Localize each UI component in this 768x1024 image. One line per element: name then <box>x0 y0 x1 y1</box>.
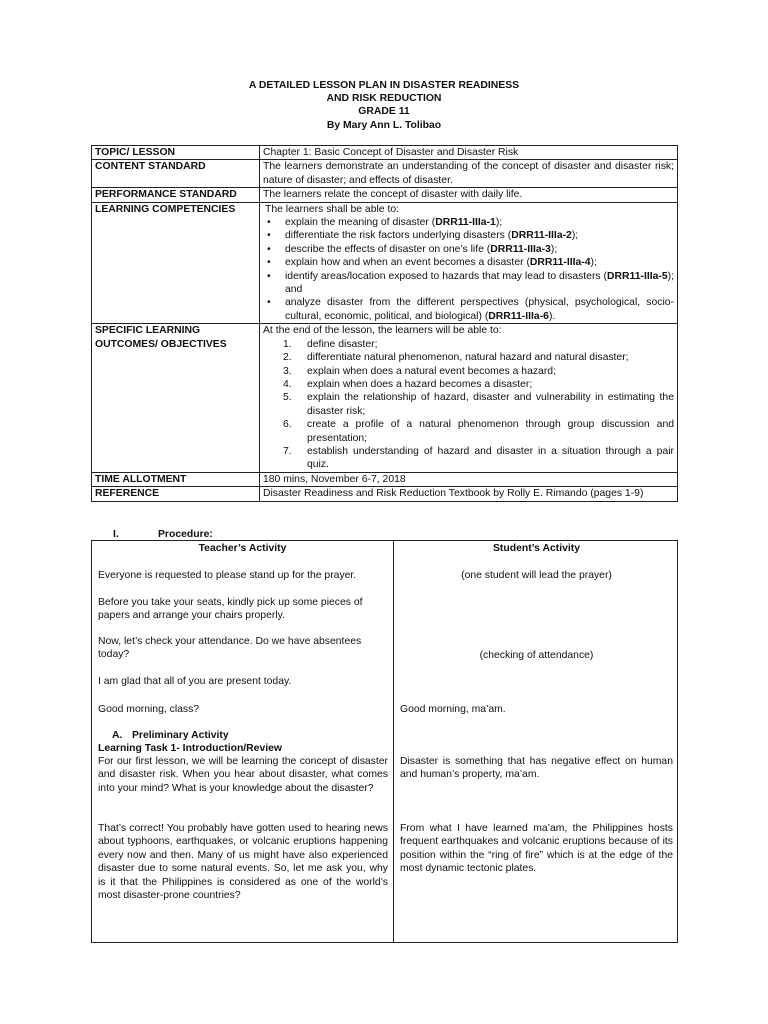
learning-task-text: For our first lesson, we will be learning the concept of disaster and disaster risk. When you hear about disaster, what comes into your mind? What is your knowledge about the disaster? <box>98 756 388 794</box>
procedure-table <box>91 540 678 943</box>
reference-value: Disaster Readiness and Risk Reduction Textbook by Rolly E. Rimando (pages 1-9) <box>260 487 678 501</box>
lesson-info-table <box>91 145 678 502</box>
table-row <box>92 202 678 324</box>
list-item: • describe the effects of disaster on one’s life (DRR11-IIIa-3); <box>263 243 674 256</box>
list-item: • differentiate the risk factors underlying disasters (DRR11-IIIa-2); <box>263 229 674 242</box>
list-item: • identify areas/location exposed to hazards that may lead to disasters (DRR11-IIIa-5); and <box>263 270 674 297</box>
time-allotment-value: 180 mins, November 6-7, 2018 <box>260 472 678 486</box>
competency-code: DRR11-IIIa-6 <box>488 310 549 322</box>
learning-competencies-label: LEARNING COMPETENCIES <box>92 202 260 324</box>
author-line: By Mary Ann L. Tolibao <box>326 119 442 131</box>
student-philippines-answer: From what I have learned ma’am, the Philippines hosts frequent earthquakes and volcanic eruptions because of its position within the “ring of fire” which is at the edge of the most dynamic tectonic plates. <box>400 823 673 875</box>
competency-code: DRR11-IIIa-5 <box>607 270 668 282</box>
teacher-philippines-question: That’s correct! You probably have gotten used to hearing news about typhoons, earthquakes, or volcanic eruptions happening every now and then. Many of us might have also experienced disaster due to some natural events. So, let me ask you, why is it that the Philippines is considered as one of the world’s most disaster-prone countries? <box>98 823 388 902</box>
student-attendance: (checking of attendance) <box>479 650 594 661</box>
student-activity-header: Student’s Activity <box>493 543 580 554</box>
list-item: 2. differentiate natural phenomenon, natural hazard and natural disaster; <box>283 352 629 364</box>
topic-value: Chapter 1: Basic Concept of Disaster and Disaster Risk <box>260 146 678 160</box>
table-row <box>92 188 678 202</box>
teacher-attendance: Now, let’s check your attendance. Do we have absentees today? <box>98 636 362 661</box>
table-row <box>92 472 678 486</box>
student-disaster-answer: Disaster is something that has negative effect on human and human’s property, ma’am. <box>400 756 673 781</box>
table-row <box>92 324 678 472</box>
topic-label: TOPIC/ LESSON <box>92 146 260 160</box>
competency-code: DRR11-IIIa-1 <box>435 217 496 229</box>
list-item: 1. define disaster; <box>283 338 378 350</box>
list-item: 4. explain when does a hazard becomes a disaster; <box>283 378 533 390</box>
performance-standard-value: The learners relate the concept of disaster with daily life. <box>260 188 678 202</box>
teacher-greeting: Good morning, class? <box>98 704 200 715</box>
grade-level: GRADE 11 <box>358 106 410 118</box>
table-row <box>92 146 678 160</box>
competency-code: DRR11-IIIa-3 <box>490 243 551 255</box>
competency-code: DRR11-IIIa-2 <box>511 230 572 242</box>
content-standard-label: CONTENT STANDARD <box>92 160 260 188</box>
teacher-glad: I am glad that all of you are present today. <box>98 676 292 687</box>
table-row <box>92 160 678 188</box>
preliminary-activity-heading: A. Preliminary Activity <box>112 730 229 741</box>
teacher-activity-header: Teacher’s Activity <box>198 543 287 554</box>
objectives-value <box>260 324 678 472</box>
objectives-list <box>263 338 674 472</box>
list-item: 3. explain when does a natural event becomes a hazard; <box>283 365 556 377</box>
column-divider <box>393 541 394 942</box>
teacher-seats: Before you take your seats, kindly pick up some pieces of papers and arrange your chairs properly. <box>98 597 363 622</box>
competency-code: DRR11-IIIa-4 <box>529 257 591 269</box>
document-title-line-1: A DETAILED LESSON PLAN IN DISASTER READINESS <box>248 80 520 91</box>
document-title-line-2: AND RISK REDUCTION <box>326 93 442 105</box>
student-prayer: (one student will lead the prayer) <box>461 570 612 581</box>
competencies-intro: The learners shall be able to: <box>265 203 400 215</box>
objectives-label: SPECIFIC LEARNING OUTCOMES/ OBJECTIVES <box>92 324 260 472</box>
teacher-prayer: Everyone is requested to please stand up for the prayer. <box>98 570 357 581</box>
learning-task-title: Learning Task 1- Introduction/Review <box>98 743 282 754</box>
list-item: • explain how and when an event becomes a disaster (DRR11-IIIa-4); <box>263 256 674 269</box>
list-item: 6. create a profile of a natural phenomenon through group discussion and presentation; <box>283 419 674 444</box>
table-row <box>92 487 678 501</box>
list-item: 5. explain the relationship of hazard, disaster and vulnerability in estimating the disaster risk; <box>283 392 674 417</box>
student-greeting: Good morning, ma’am. <box>400 704 506 715</box>
objectives-intro: At the end of the lesson, the learners will be able to: <box>263 325 502 337</box>
list-item: • explain the meaning of disaster (DRR11-IIIa-1); <box>263 216 674 229</box>
time-allotment-label: TIME ALLOTMENT <box>92 472 260 486</box>
list-item: • analyze disaster from the different perspectives (physical, psychological, socio-cultural, economic, political, and biological) (DRR11-IIIa-6). <box>263 296 674 323</box>
content-standard-value: The learners demonstrate an understanding of the concept of disaster and disaster risk; nature of disaster; and effects of disaster. <box>260 160 678 188</box>
learning-competencies-value <box>260 202 678 324</box>
performance-standard-label: PERFORMANCE STANDARD <box>92 188 260 202</box>
list-item: 7. establish understanding of hazard and disaster in a situation through a pair quiz. <box>283 445 674 471</box>
reference-label: REFERENCE <box>92 487 260 501</box>
document-header <box>0 79 768 132</box>
competencies-list <box>263 216 674 323</box>
procedure-numeral: I. <box>113 529 119 540</box>
procedure-title: Procedure: <box>158 529 213 540</box>
